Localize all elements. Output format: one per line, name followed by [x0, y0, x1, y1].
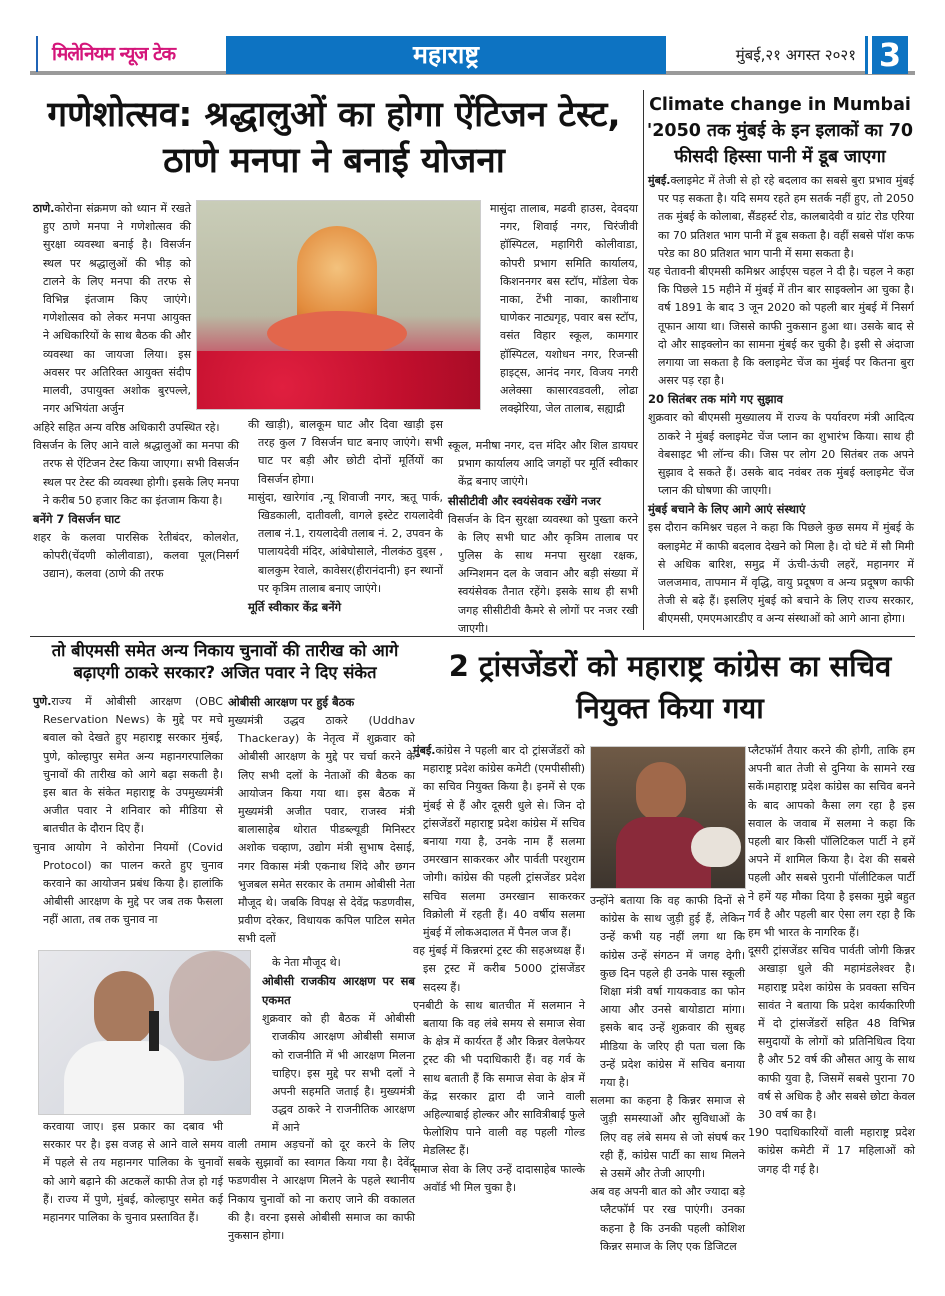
story1-col1-bottom: अहिरे सहित अन्य वरिष्ठ अधिकारी उपस्थित रहे। विसर्जन के लिए आने वाले श्रद्धालुओं का मनपा की तरफ से ऐंटिजन टेस्ट किया जाएगा। सभी विसर्जन स्थल पर टेस्ट की व्यवस्था होगी। इसके लिए मनपा ने करीब 50 हजार किट का इंतजाम किया है। बनेंगे 7 विसर्जन घाट शहर के कलवा पारसिक रेतीबंदर, कोलशेत, कोपरी(चेंदणी कोलीवाडा), कलवा पूल(निसर्ग उद्यान), कलवा (ठाणे की तरफ [33, 421, 239, 581]
ganesha-idol-photo [196, 200, 481, 410]
story3-col2-bottom: वाली तमाम अड़चनों को दूर करने के लिए सबके सुझावों का स्वागत किया गया है। देवेंद्र फडणवीस ने आरक्षण मिलने के पहले स्थानीय निकाय चुनावों को ना कराए जाने की वकालत की है। वरना इससे ओबीसी समाज का काफी नुकसान होगा। [228, 1138, 415, 1243]
issue-date: मुंबई,२१ अगस्त २०२१ [735, 46, 856, 64]
ajit-pawar-photo [38, 950, 251, 1115]
story4-col2: उन्होंने बताया कि वह काफी दिनों से कांग्रेस के साथ जुड़ी हुई हैं, लेकिन उन्हें कभी यह नहीं लगा था कि कांग्रेस उन्हें संगठन में जगह देगी। कुछ दिन पहले ही उनके पास स्कूली शिक्षा मंत्री वर्षा गायकवाड का फोन आया और उनसे बायोडाटा मांगा। इसके बाद उन्हें शुक्रवार की सुबह मीडिया के जरिए ही पता चला कि उन्हें प्रदेश कांग्रेस में सचिव बनाया गया है। सलमा का कहना है किन्नर समाज से जुड़ी समस्याओं और सुविधाओं के लिए वह लंबे समय से जो संघर्ष कर रही हैं, कांग्रेस पार्टी का साथ मिलने से उसमें और तेजी आएगी। अब वह अपनी बात को और ज्यादा बड़े प्लैटफॉर्म पर रख पाएंगी। उनका कहना है कि उनकी पहली कोशिश किन्नर समाज के लिए एक डिजिटल [590, 894, 745, 1253]
story2-headline: Climate change in Mumbai '2050 तक मुंबई के इन इलाकों का 70 फीसदी हिस्सा पानी में डूब जाएगा [646, 95, 914, 167]
horizontal-divider [30, 636, 915, 637]
story4-col3: प्लैटफॉर्म तैयार करने की होगी, ताकि हम अपनी बात तेजी से दुनिया के सामने रख सकें।महाराष्ट्र प्रदेश कांग्रेस का सचिव बनने के बाद आपको कैसा लग रहा है इस सवाल के जवाब में सलमा ने कहा कि पहली बार किसी पॉलिटिकल पार्टी ने हमें अपने में शामिल किया है। देश की सबसे पहली और सबसे पुरानी पॉलीटिकल पार्टी ने हमें यह मौका दिया है इसका मुझे बहुत गर्व है और पहली बार ऐसा लग रहा है कि हम भी भारत के नागरिक हैं। दूसरी ट्रांसजेंडर सचिव पार्वती जोगी किन्नर अखाड़ा धुले की महामंडलेश्वर है। महाराष्ट्र प्रदेश कांग्रेस के प्रवक्ता सचिन सावंत ने बताया कि प्रदेश कार्यकारिणी में दो ट्रांसजेंडरों सहित 48 विभिन्न समुदायों के लोगों को प्रतिनिधित्व दिया है और 52 वर्ष की औसत आयु के साथ काफी युवा है, जिसमें सबसे पुराना 70 वर्ष से अधिक है और सबसे छोटा केवल 30 वर्ष का है। 190 पदाधिकारियों वाली महाराष्ट्र प्रदेश कांग्रेस कमेटी में 17 महिलाओं को जगह दी गई है। [748, 744, 915, 1176]
story1-col1-top: ठाणे.कोरोना संक्रमण को ध्यान में रखते हुए ठाणे मनपा ने गणेशोत्सव की सुरक्षा व्यवस्था बनाई है। विसर्जन स्थल पर श्रद्धालुओं की भीड़ को टालने के लिए मनपा की तरफ से विभिन्न इंतजाम किए जाएंगे। गणेशोत्सव को लेकर मनपा आयुक्त ने अधिकारियों के साथ बैठक की और व्यवस्था का जायजा लिया। इस अवसर पर अतिरिक्त आयुक्त संदीप मालवी, उपायुक्त अशोक बुरपल्ले, नगर अभियंता अर्जुन [33, 202, 191, 416]
nana-patole-photo [590, 746, 746, 889]
section-title: महाराष्ट्र [226, 36, 666, 74]
story2-body: मुंबई.क्लाइमेट में तेजी से हो रहे बदलाव का सबसे बुरा प्रभाव मुंबई पर पड़ सकता है। यदि समय रहते हम सतर्क नहीं हुए, तो 2050 तक मुंबई के कोलाबा, सैंडहर्स्ट रोड, कालबादेवी व ग्रांट रोड एरिया का 70 प्रतिशत भाग पानी में डूब सकता है। वहीं सबसे पॉश कफ परेड का 80 प्रतिशत भाग पानी में समा सकता है। यह चेतावनी बीएमसी कमिश्नर आईएस चहल ने दी है। चहल ने कहा कि पिछले 15 महीने में मुंबई में तीन बार साइक्लोन आ चुका है। वर्ष 1891 के बाद 3 जून 2020 को पहली बार मुंबई में निसर्ग तूफान आया था। जिससे काफी नुकसान हुआ था। उसके बाद से दो और साइक्लोन का सामना मुंबई कर चुकी है। इसी से अंदाजा लगाया जा सकता है कि क्लाइमेट चेंज का मुंबई पर कितना बुरा असर पड़ रहा है। 20 सितंबर तक मांगे गए सुझाव शुक्रवार को बीएमसी मुख्यालय में राज्य के पर्यावरण मंत्री आदित्य ठाकरे ने मुंबई क्लाइमेट चेंज प्लान का शुभारंभ किया। साथ ही वेबसाइट भी लॉन्च की। जिस पर लोग 20 सितंबर तक अपने सुझाव दे सकते हैं। उसके बाद नवंबर तक मुंबई क्लाइमेट चेंज प्लान की घोषणा की जाएगी। मुंबई बचाने के लिए आगे आएं संस्थाएं इस दौरान कमिश्नर चहल ने कहा कि पिछले कुछ समय में मुंबई के क्लाइमेट में काफी बदलाव देखने को मिला है। दो घंटे में सौ मिमी से अधिक बारिश, समुद्र में ऊंची-ऊंची लहरें, महानगर में जलजमाव, तापमान में वृद्धि, वायु प्रदूषण व अन्य प्रदूषण काफी तेजी से बढ़े हैं। इसलिए मुंबई को बचाने के लिए राज्य सरकार, बीएमसी, एमएमआरडीए व अन्य संस्थाओं को आगे आना होगा। [648, 174, 914, 626]
story3-col2-middle: के नेता मौजूद थे। ओबीसी राजकीय आरक्षण पर सब एकमत शुक्रवार को ही बैठक में ओबीसी राजकीय आरक्षण ओबीसी समाज को राजनीति में भी आरक्षण मिलना चाहिए। इस मुद्दे पर सभी दलों ने अपनी सहमति जताई है। मुख्यमंत्री उद्धव ठाकरे ने राजनीतिक आरक्षण में आने [262, 956, 415, 1135]
story3-col1-top: पुणे.राज्य में ओबीसी आरक्षण (OBC Reservation News) के मुद्दे पर मचे बवाल को देखते हुए महाराष्ट्र सरकार मुंबई, पुणे, कोल्हापुर समेत अन्य महानगरपालिका चुनावों की तारीख को आगे बढ़ा सकती है। इस बात के संकेत महाराष्ट्र के उपमुख्यमंत्री अजीत पवार ने शनिवार को मीडिया से बातचीत के दौरान दिए हैं। चुनाव आयोग ने कोरोना नियमों (Covid Protocol) का पालन करते हुए चुनाव करवाने का आयोजन प्रबंध किया है। हालांकि ओबीसी आरक्षण के मुद्दे पर जब तक फैसला नहीं आता, तब तक चुनाव ना [33, 695, 223, 927]
story3-col2-top: ओबीसी आरक्षण पर हुई बैठक मुख्यमंत्री उद्धव ठाकरे (Uddhav Thackeray) के नेतृत्व में शुक्रवार को ओबीसी आरक्षण के मुद्दे पर चर्चा करने के लिए सभी दलों के नेताओं की बैठक का आयोजन किया गया था। इस बैठक में मुख्यमंत्री अजीत पवार, राजस्व मंत्री बालासाहेब थोरात पीडब्ल्यूडी मिनिस्टर अशोक चव्हाण, उद्योग मंत्री सुभाष देसाई, नगर विकास मंत्री एकनाथ शिंदे और छगन भुजबल समेत सरकार के तमाम ओबीसी नेता मौजूद थे। जबकि विपक्ष से देवेंद्र फडणवीस, प्रवीण दरेकर, विधायक कपिल पाटिल समेत सभी दलों [228, 695, 415, 946]
story1-headline: गणेशोत्सव: श्रद्धालुओं का होगा ऐंटिजन टेस्ट, ठाणे मनपा ने बनाई योजना [47, 95, 621, 181]
column-divider [643, 90, 644, 630]
story1-col2: की खाड़ी), बालकूम घाट और दिवा खाड़ी इस तरह कुल 7 विसर्जन घाट बनाए जाएंगे। सभी घाट पर बड़ी और छोटी दोनों मूर्तियों का विसर्जन होगा। मासुंदा, खारेगांव ,न्यू शिवाजी नगर, ऋतू पार्क, खिडकाली, दातीवली, वागले इस्टेट रायलादेवी तलाब नं.1, रायलादेवी तलाब नं. 2, उपवन के पालायदेवी मंदिर, आंबेघोसाले, नीलकंठ वुड्स , बालकुम रेवाले, कावेसर(हीरानंदानी) इन स्थानों पर कृत्रिम तालाब बनाए जाएंगे। मूर्ति स्वीकार केंद्र बनेंगे [248, 418, 443, 615]
page-number: 3 [868, 36, 908, 74]
newspaper-brand: मिलेनियम न्यूज टेक [36, 36, 206, 72]
story1-col3-bottom: स्कूल, मनीषा नगर, दत्त मंदिर और शिल डायघर प्रभाग कार्यालय आदि जगहों पर मूर्ति स्वीकार केंद्र बनाए जाएंगे। सीसीटीवी और स्वयंसेवक रखेंगे नजर विसर्जन के दिन सुरक्षा व्यवस्था को पुख्ता करने के लिए सभी घाट और कृत्रिम तालाब पर पुलिस के साथ मनपा सुरक्षा रक्षक, अग्निशमन दल के जवान और बड़ी संख्या में स्वयंसेवक तैनात रहेंगे। इसके साथ ही सभी जगह सीसीटीवी कैमरे से लोगों पर नजर रखी जाएगी। [448, 439, 638, 635]
story1-col3-top: मासुंदा तालाब, मढवी हाउस, देवदया नगर, शिवाई नगर, चिरंजीवी हॉस्पिटल, महागिरी कोलीवाडा, कोपरी प्रभाग समिति कार्यालय, किशननगर बस स्टॉप, मॉडेला चेक नाका, टेंभी नाका, काशीनाथ घाणेकर नाट्यगृह, पवार बस स्टॉप, वसंत विहार स्कूल, कामगार हॉस्पिटल, यशोधन नगर, रिजन्सी हाइट्स, आनंद नगर, विजय नगरी अलेक्सा कासारवडवली, लोढा लक्झेरिया, जेल तालाब, सह्याद्री [490, 202, 638, 416]
story4-col1: मुंबई.कांग्रेस ने पहली बार दो ट्रांसजेंडरों को महाराष्ट्र प्रदेश कांग्रेस कमेटी (एमपीसीसी) का सचिव नियुक्त किया है। इनमें से एक मुंबई से हैं और दूसरी धुले से। जिन दो ट्रांसजेंडरों महाराष्ट्र प्रदेश कांग्रेस में सचिव बनाया गया है, उनके नाम हैं सलमा उमरखान साकरकर और पार्वती परशुराम जोगी। कांग्रेस की पहली ट्रांसजेंडर प्रदेश सचिव सलमा उमरखान साकरकर विक्रोली में रहती हैं। 40 वर्षीय सलमा मुंबई में लोकअदालत में पैनल जज हैं। वह मुंबई में किन्नरमां ट्रस्ट की सहअध्यक्ष हैं। इस ट्रस्ट में करीब 5000 ट्रांसजेंडर सदस्य हैं। एनबीटी के साथ बातचीत में सलमान ने बताया कि वह लंबे समय से समाज सेवा के क्षेत्र में कार्यरत हैं और किन्नर वेलफेयर ट्रस्ट की भी पदाधिकारी हैं। वह गर्व के साथ बताती हैं कि समाज सेवा के क्षेत्र में केंद्र सरकार द्वारा दी जाने वाली अहिल्याबाई होल्कर और सावित्रीबाई फुले फेलोशिप पाने वाली वह पहली गोल्ड मेडलिस्ट हैं। समाज सेवा के लिए उन्हें दादासाहेब फाल्के अवॉर्ड भी मिल चुका है। [413, 744, 585, 1194]
story4-headline: 2 ट्रांसजेंडरों को महाराष्ट्र कांग्रेस का सचिव नियुक्त किया गया [448, 649, 892, 725]
story3-col1-bottom: करवाया जाए। इस प्रकार का दबाव भी सरकार पर है। इस वजह से आने वाले समय में पहले से तय महानगर पालिका के चुनावों को आगे बढ़ाने की अटकलें काफी तेज हो गई हैं। राज्य में पुणे, मुंबई, कोल्हापुर समेत कई महानगर पालिका के चुनाव प्रस्तावित हैं। [43, 1120, 223, 1225]
story3-headline: तो बीएमसी समेत अन्य निकाय चुनावों की तारीख को आगे बढ़ाएगी ठाकरे सरकार? अजित पवार ने दिए संकेत [51, 641, 399, 682]
